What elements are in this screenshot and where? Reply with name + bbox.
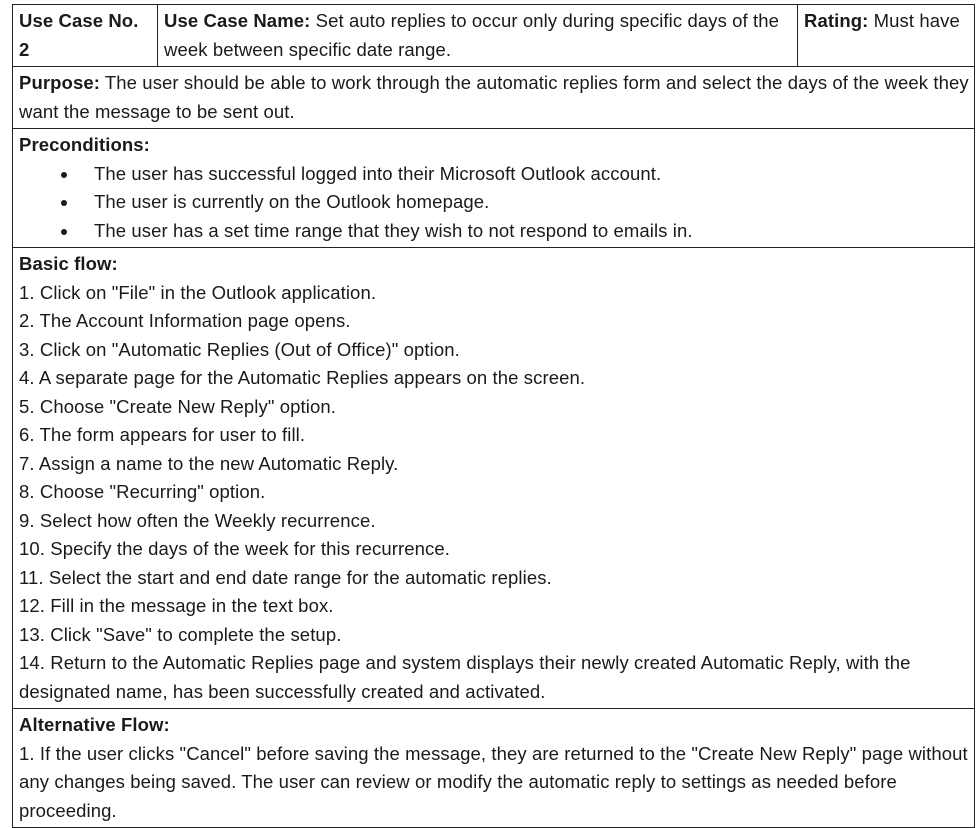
flow-step: 5. Choose "Create New Reply" option.	[19, 395, 337, 417]
purpose-text: The user should be able to work through the automatic replies form and select the days of the week they want the message to be sent out.	[19, 72, 969, 122]
purpose-label: Purpose:	[19, 72, 100, 93]
rating-label: Rating:	[804, 10, 869, 31]
use-case-number: Use Case No. 2	[19, 10, 139, 60]
precondition-item: The user has successful logged into their Microsoft Outlook account.	[19, 160, 969, 189]
flow-step: 11. Select the start and end date range for the automatic replies.	[19, 566, 552, 588]
flow-step: 1. Click on "File" in the Outlook application.	[19, 281, 377, 303]
basic-flow-row	[13, 248, 975, 709]
use-case-name-label: Use Case Name:	[164, 10, 311, 31]
use-case-number-cell	[13, 5, 158, 67]
preconditions-label: Preconditions:	[19, 134, 150, 155]
flow-step: 4. A separate page for the Automatic Replies appears on the screen.	[19, 367, 586, 388]
flow-step: 6. The form appears for user to fill.	[19, 424, 306, 445]
alternative-flow-step: 1. If the user clicks "Cancel" before saving the message, they are returned to the "Create New Reply" page without any changes being saved. The user can review or modify the automatic reply to settings as needed before proceeding.	[19, 742, 968, 821]
basic-flow-label: Basic flow:	[19, 253, 118, 274]
use-case-name-cell	[158, 5, 798, 67]
alternative-flow-row	[13, 709, 975, 828]
flow-step: 2. The Account Information page opens.	[19, 310, 351, 331]
alternative-flow-list	[19, 740, 969, 826]
use-case-name-value: Set auto replies to occur only during specific days of the week between specific date range.	[164, 10, 780, 60]
flow-step: 8. Choose "Recurring" option.	[19, 481, 266, 502]
purpose-row	[13, 67, 975, 129]
flow-step: 9. Select how often the Weekly recurrence.	[19, 509, 376, 531]
flow-step: 12. Fill in the message in the text box.	[19, 595, 334, 616]
preconditions-cell	[13, 129, 975, 248]
basic-flow-cell	[13, 248, 975, 709]
purpose-cell	[13, 67, 975, 129]
alternative-flow-label: Alternative Flow:	[19, 714, 170, 735]
preconditions-list	[19, 160, 969, 246]
rating-value: Must have	[868, 10, 960, 31]
flow-step: 14. Return to the Automatic Replies page and system displays their newly created Automatic Reply, with the designated name, has been successfully created and activated.	[19, 652, 911, 702]
alternative-flow-cell	[13, 709, 975, 828]
flow-step: 3. Click on "Automatic Replies (Out of Office)" option.	[19, 338, 460, 360]
rating-cell	[798, 5, 975, 67]
flow-step: 13. Click "Save" to complete the setup.	[19, 623, 342, 645]
flow-step: 10. Specify the days of the week for this recurrence.	[19, 538, 451, 559]
preconditions-row	[13, 129, 975, 248]
precondition-item: The user is currently on the Outlook homepage.	[19, 188, 969, 217]
header-row	[13, 5, 975, 67]
use-case-table	[12, 4, 975, 828]
basic-flow-list	[19, 279, 969, 707]
flow-step: 7. Assign a name to the new Automatic Reply.	[19, 452, 399, 474]
precondition-item: The user has a set time range that they wish to not respond to emails in.	[19, 217, 969, 246]
